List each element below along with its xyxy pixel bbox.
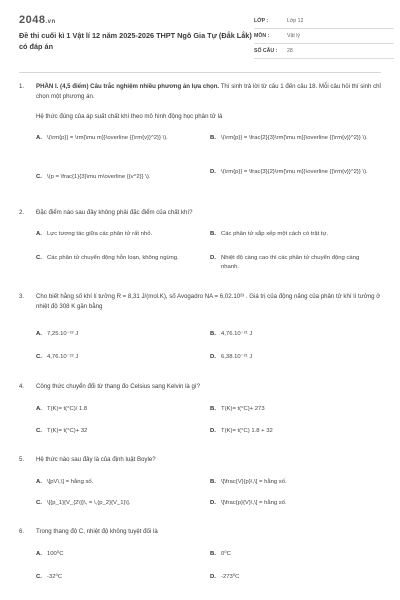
meta-value: Vật lý	[287, 33, 300, 39]
question-number: 3.	[19, 293, 25, 300]
meta-class	[254, 14, 394, 29]
option-letter: C.	[36, 354, 42, 360]
option-letter: B.	[210, 135, 216, 141]
logo-suffix: .vn	[45, 19, 56, 25]
option-letter: C.	[36, 174, 42, 180]
option-text: -32⁰C	[47, 574, 63, 580]
meta-label: MÔN :	[254, 33, 270, 39]
option-text: \[pV\,\] = hằng số.	[47, 479, 94, 485]
option-text: 7,25.10⁻²² J	[47, 331, 79, 337]
option-text: \[\frac{V}{p}\,\] = hằng số.	[221, 479, 287, 485]
header	[19, 14, 389, 62]
option-text: Lực tương tác giữa các phân tử rất nhỏ.	[47, 231, 153, 237]
option-text: \(\rm{p}} = \frac{2}{3}\rm{\mu m}}\overline {{\rm{v}}^2}} \).	[221, 135, 368, 141]
option-letter: C.	[36, 428, 42, 434]
option-letter: D.	[210, 354, 216, 360]
option-text: T(K)= t(°C)+ 32	[47, 428, 88, 434]
option-letter: D.	[210, 255, 216, 261]
option-letter: A.	[36, 479, 42, 485]
option-text: Nhiệt độ càng cao thì các phân tử chuyển động càng nhanh.	[221, 255, 360, 270]
option-text: Các phân tử sắp xếp một cách có trật tự.	[221, 231, 329, 237]
option-text: Các phân tử chuyển động hỗn loạn, không ngừng.	[47, 255, 179, 261]
option-letter: C.	[36, 255, 42, 261]
meta-question-count	[254, 44, 394, 59]
option-text: \(p = \frac{1}{3}\mu m\overline {{v^2}} \).	[47, 174, 151, 180]
option-letter: D.	[210, 428, 216, 434]
option-text: T(K)= t(°C)+ 273	[221, 406, 265, 412]
question-stem: Hệ thức đúng của áp suất chất khí theo mô hình động học phân tử là	[36, 113, 223, 120]
option-text: \(\rm{p}} = \rm{\mu m}}\overline {{\rm{v}}^2}} \).	[47, 135, 168, 141]
question-number: 6.	[19, 528, 25, 535]
question-number: 4.	[19, 383, 25, 390]
section-intro: Thí sinh trả lời từ câu 1 đến câu 18. Mỗi câu hỏi thí sinh chỉ chọn một phương án.	[36, 83, 381, 100]
meta-value: 28	[287, 48, 293, 54]
option-letter: B.	[210, 331, 216, 337]
header-divider	[19, 72, 381, 73]
option-text: \(\rm{p}} = \frac{3}{2}\rm{\mu m}}\overline {{\rm{v}}^2}} \).	[221, 169, 368, 175]
option-text: 6,38.10⁻²¹ J	[221, 354, 253, 360]
meta-subject	[254, 29, 394, 44]
question-number: 5.	[19, 456, 25, 463]
option-text: 4,76.10⁻²² J	[47, 354, 79, 360]
option-letter: A.	[36, 406, 42, 412]
question-stem: Cho biết hằng số khí lí tưởng R = 8,31 J/(mol.K), số Avogadro NA = 6,02.10²³ . Giá trị của động năng của phân tử khí lí tưởng ở nhiệt độ 308 K gần bằng	[36, 293, 381, 310]
question-number: 1.	[19, 83, 25, 90]
option-letter: D.	[210, 169, 216, 175]
exam-meta	[254, 14, 394, 59]
site-logo[interactable]	[19, 14, 56, 26]
option-text: T(K)= t(°C) 1.8 + 32	[221, 428, 273, 434]
question-stem: Trong thang độ C, nhiệt độ không tuyệt đối là	[36, 528, 158, 535]
question-number: 2.	[19, 209, 25, 216]
option-text: \[{p_1}{V_{2\}}\, = \,{p_2}{V_1}\].	[47, 500, 131, 506]
option-letter: B.	[210, 479, 216, 485]
logo-text: 2048	[19, 14, 46, 26]
option-letter: A.	[36, 551, 42, 557]
meta-label: LỚP :	[254, 18, 269, 24]
question-stem: Công thức chuyển đổi từ thang đo Celsius sang Kelvin là gì?	[36, 383, 200, 390]
section-heading: PHẦN I. (4,5 điểm) Câu trắc nghiệm nhiều phương án lựa chọn.	[36, 83, 220, 90]
option-text: -273⁰C	[221, 574, 240, 580]
option-text: 100⁰C	[47, 551, 64, 557]
meta-value: Lớp 12	[287, 18, 304, 24]
question-stem: Đặc điểm nào sau đây không phải đặc điểm của chất khí?	[36, 209, 193, 216]
option-letter: D.	[210, 574, 216, 580]
option-letter: D.	[210, 500, 216, 506]
option-text: \[\frac{p}{V}\,\] = hằng số.	[221, 500, 287, 506]
question-stem: Hệ thức nào sau đây là của định luật Boyle?	[36, 456, 156, 463]
option-letter: A.	[36, 135, 42, 141]
exam-title: Đề thi cuối kì 1 Vật lí 12 năm 2025-2026 THPT Ngô Gia Tự (Đắk Lắk) có đáp án	[19, 31, 252, 51]
meta-label: SỐ CÂU :	[254, 48, 278, 54]
option-text: 0⁰C	[221, 551, 231, 557]
option-letter: A.	[36, 231, 42, 237]
option-letter: A.	[36, 331, 42, 337]
option-text: 4,76.10⁻²¹ J	[221, 331, 253, 337]
option-letter: C.	[36, 500, 42, 506]
option-text: T(K)= t(°C)/ 1.8	[47, 406, 88, 412]
option-letter: B.	[210, 551, 216, 557]
option-letter: B.	[210, 406, 216, 412]
question-body	[36, 82, 382, 101]
option-letter: B.	[210, 231, 216, 237]
option-letter: C.	[36, 574, 42, 580]
